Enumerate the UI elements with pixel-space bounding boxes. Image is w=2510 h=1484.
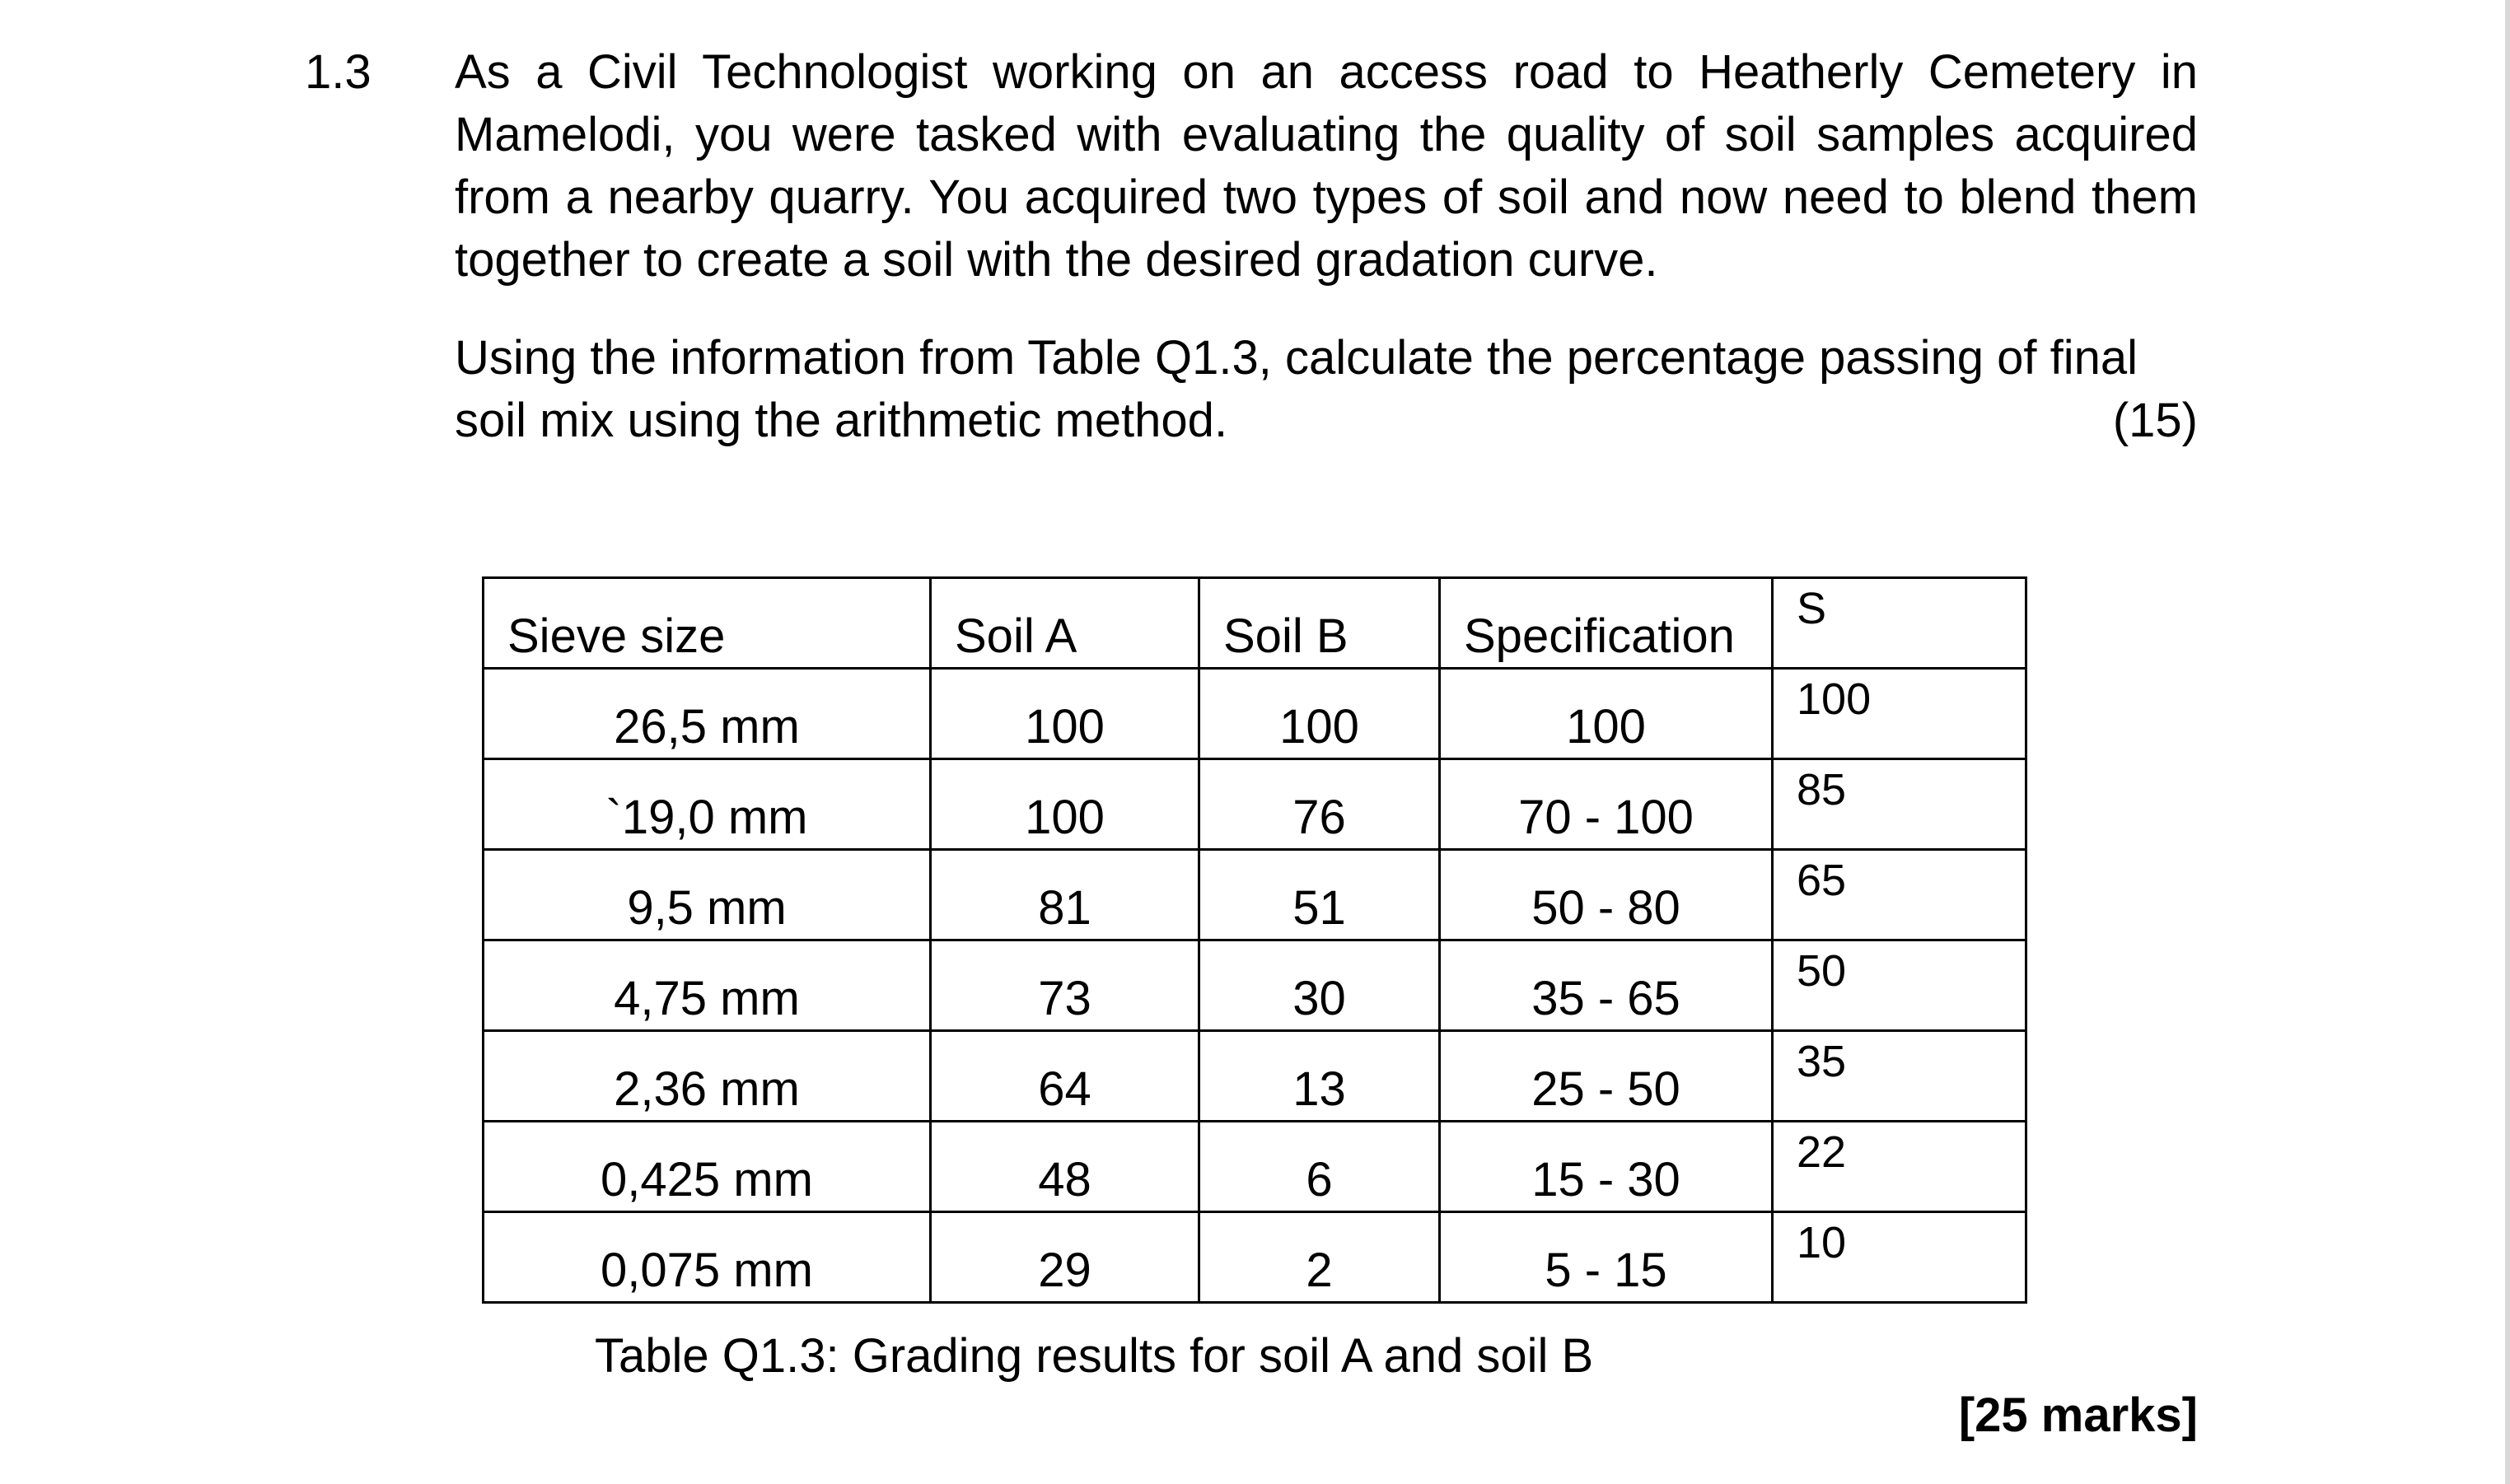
table-header-row — [484, 578, 2026, 669]
table-row — [484, 940, 2026, 1031]
cell-spec: 70 - 100 — [1440, 759, 1773, 850]
header-s: S — [1773, 578, 2026, 669]
cell-soil-b: 30 — [1199, 940, 1440, 1031]
total-marks: [25 marks] — [1958, 1388, 2198, 1442]
cell-s: 100 — [1773, 669, 2026, 759]
header-soil-b: Soil B — [1199, 578, 1440, 669]
cell-soil-b: 76 — [1199, 759, 1440, 850]
cell-sieve: 26,5 mm — [484, 669, 931, 759]
table-row — [484, 1031, 2026, 1122]
table-row — [484, 1212, 2026, 1303]
cell-s: 22 — [1773, 1122, 2026, 1212]
question-marks: (15) — [2112, 394, 2198, 447]
cell-soil-a: 64 — [931, 1031, 1199, 1122]
cell-sieve: 4,75 mm — [484, 940, 931, 1031]
cell-soil-b: 2 — [1199, 1212, 1440, 1303]
cell-spec: 100 — [1440, 669, 1773, 759]
cell-s: 10 — [1773, 1212, 2026, 1303]
question-paragraph-2-block — [455, 327, 2198, 452]
grading-table — [482, 576, 2027, 1304]
header-sieve-size: Sieve size — [484, 578, 931, 669]
header-specification: Specification — [1440, 578, 1773, 669]
cell-soil-a: 29 — [931, 1212, 1199, 1303]
cell-spec: 5 - 15 — [1440, 1212, 1773, 1303]
cell-s: 50 — [1773, 940, 2026, 1031]
cell-s: 35 — [1773, 1031, 2026, 1122]
cell-soil-a: 100 — [931, 669, 1199, 759]
table-caption: Table Q1.3: Grading results for soil A and soil B — [595, 1329, 1594, 1383]
table-row — [484, 850, 2026, 940]
cell-spec: 35 - 65 — [1440, 940, 1773, 1031]
table-row — [484, 759, 2026, 850]
cell-sieve: 0,075 mm — [484, 1212, 931, 1303]
cell-soil-a: 73 — [931, 940, 1199, 1031]
cell-soil-a: 100 — [931, 759, 1199, 850]
cell-soil-b: 100 — [1199, 669, 1440, 759]
page-edge — [2505, 0, 2510, 1484]
cell-soil-a: 48 — [931, 1122, 1199, 1212]
header-soil-a: Soil A — [931, 578, 1199, 669]
cell-soil-a: 81 — [931, 850, 1199, 940]
cell-soil-b: 51 — [1199, 850, 1440, 940]
cell-spec: 50 - 80 — [1440, 850, 1773, 940]
question-paragraph-2: Using the information from Table Q1.3, calculate the percentage passing of final soil mix using the arithmetic method. — [455, 331, 2138, 447]
table-row — [484, 669, 2026, 759]
cell-s: 65 — [1773, 850, 2026, 940]
cell-soil-b: 13 — [1199, 1031, 1440, 1122]
cell-s: 85 — [1773, 759, 2026, 850]
cell-spec: 25 - 50 — [1440, 1031, 1773, 1122]
cell-sieve: 0,425 mm — [484, 1122, 931, 1212]
question-paragraph-1: As a Civil Technologist working on an access road to Heatherly Cemetery in Mamelodi, you were tasked with evaluating the quality of soil samples acquired from a nearby quarry. You acquired two types of soil and now need to blend them together to create a soil with the desired gradation curve. — [455, 45, 2198, 287]
cell-sieve: `19,0 mm — [484, 759, 931, 850]
cell-sieve: 2,36 mm — [484, 1031, 931, 1122]
question-number: 1.3 — [305, 45, 372, 99]
cell-soil-b: 6 — [1199, 1122, 1440, 1212]
table-row — [484, 1122, 2026, 1212]
cell-spec: 15 - 30 — [1440, 1122, 1773, 1212]
cell-sieve: 9,5 mm — [484, 850, 931, 940]
